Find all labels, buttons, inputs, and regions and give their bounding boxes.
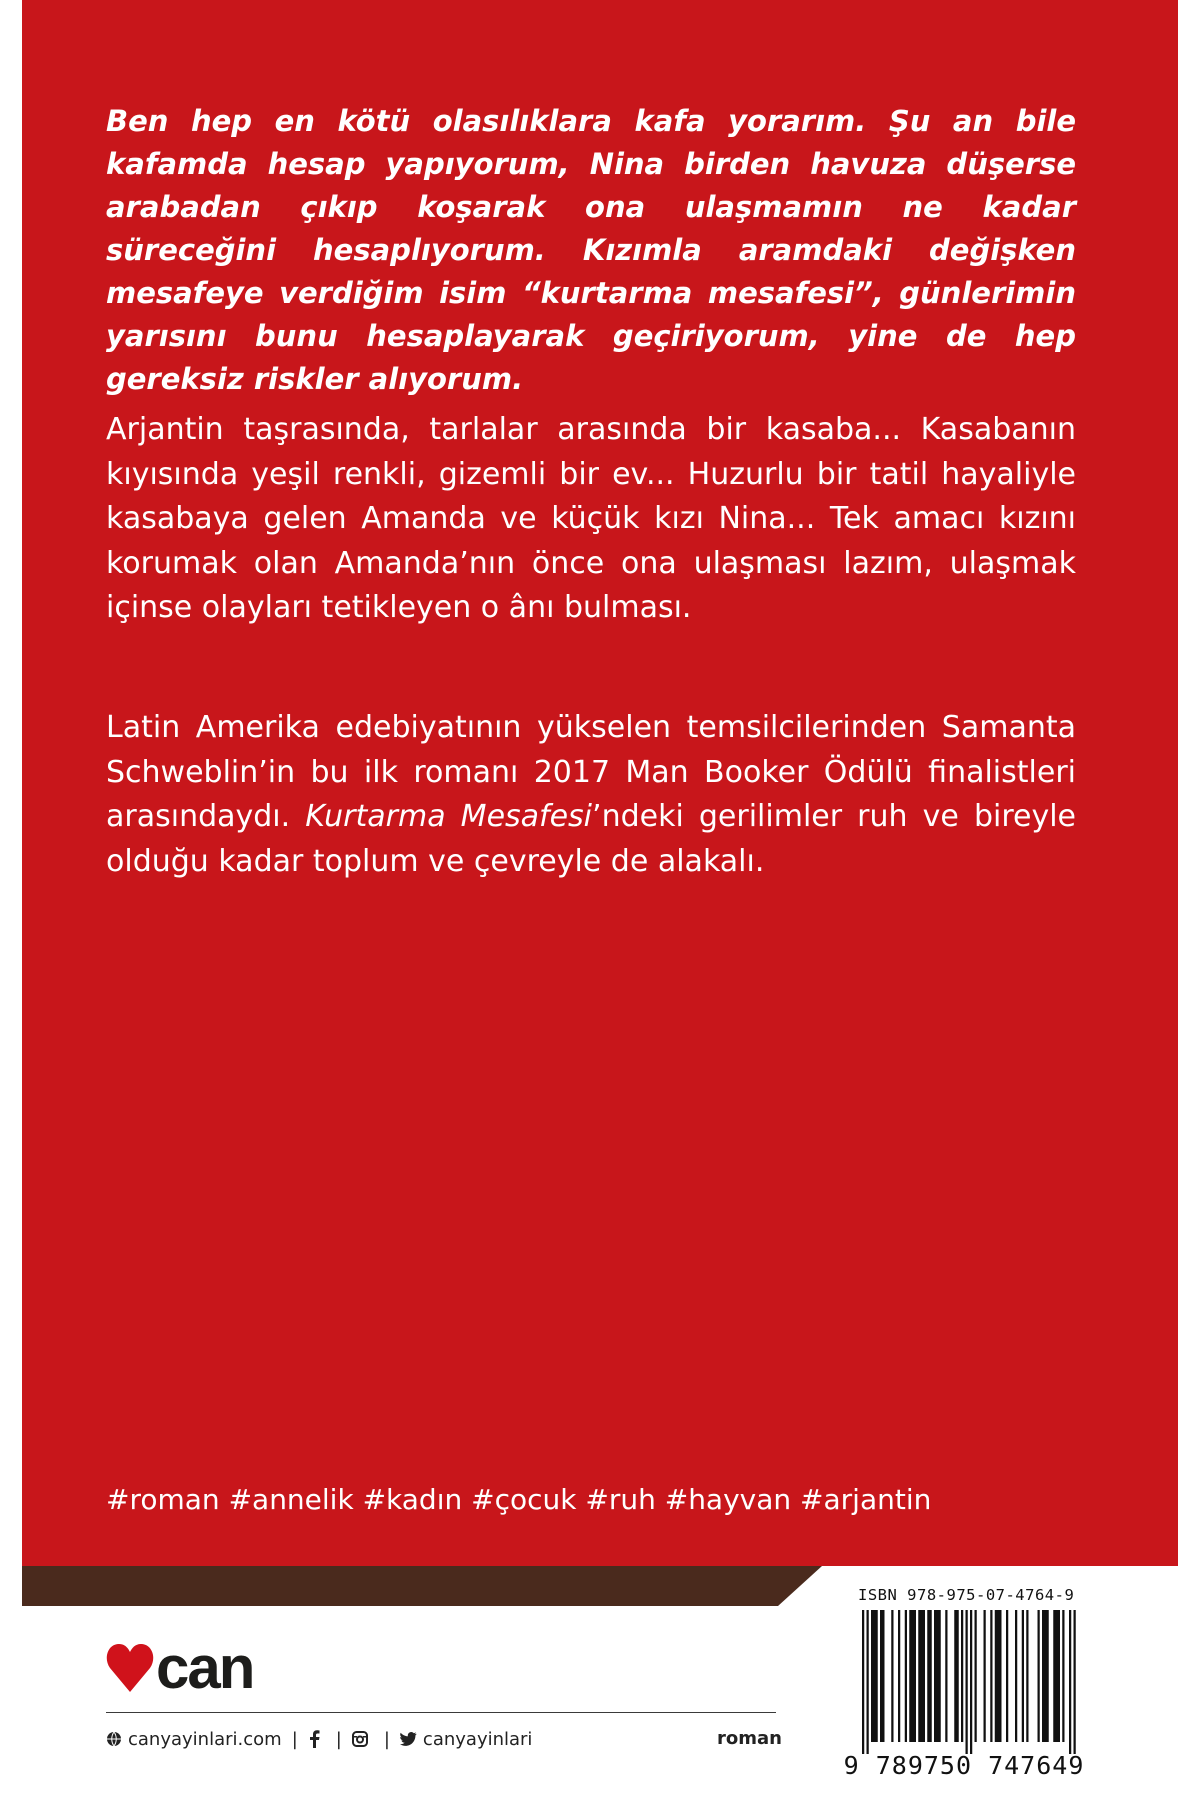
barcode-bar (891, 1610, 893, 1742)
barcode-bar (880, 1610, 885, 1742)
barcode-bar (1074, 1610, 1076, 1754)
barcode-bar (966, 1610, 968, 1754)
barcode-bar (867, 1610, 869, 1754)
author-paragraph-text: Latin Amerika edebiyatının yükselen temsilcilerinden Samanta Schweblin’in bu ilk romanı 2017 Man Booker Ödülü finalistleri arasındaydı. (106, 710, 1076, 834)
publisher-logo (106, 1636, 296, 1696)
can-logo-svg (106, 1636, 296, 1696)
barcode-bar (1026, 1610, 1028, 1742)
barcode-bar (945, 1610, 947, 1742)
separator: | (291, 1728, 298, 1750)
barcode-bar (905, 1610, 907, 1742)
barcode-bar (1038, 1610, 1040, 1742)
separator: | (335, 1728, 342, 1750)
barcode-bar (918, 1610, 925, 1742)
logo-wordmark: can (156, 1636, 254, 1696)
barcode-bar (1042, 1610, 1049, 1742)
barcode-bar (975, 1610, 977, 1742)
author-paragraph (106, 706, 1076, 884)
barcode-bar (898, 1610, 900, 1742)
synopsis-paragraph: Arjantin taşrasında, tarlalar arasında bir kasaba... Kasabanın kıyısında yeşil renkli, gizemli bir ev... Huzurlu bir tatil hayaliyle kasabaya gelen Amanda ve küçük kızı Nina... Tek amacı kızını korumak olan Amanda’nın önce ona ulaşması lazım, ulaşmak içinse olayları tetikleyen o ânı bulması. (106, 412, 1076, 625)
brown-band (22, 1566, 822, 1606)
separator: | (383, 1728, 390, 1750)
barcode-bar (934, 1610, 941, 1742)
globe-icon (106, 1731, 122, 1747)
barcode-bar (1069, 1610, 1071, 1754)
publisher-footer (106, 1724, 782, 1754)
social-handle[interactable]: canyayinlari (422, 1728, 533, 1750)
barcode-bar (1053, 1610, 1060, 1742)
barcode-bar (990, 1610, 992, 1742)
barcode-bar (970, 1610, 972, 1754)
author-paragraph-text-end: ’ndeki gerilimler ruh ve bireyle olduğu kadar toplum ve çevreyle de alakalı. (106, 799, 1076, 879)
website-link[interactable]: canyayinlari.com (128, 1728, 282, 1750)
barcode-bar (1022, 1610, 1024, 1742)
barcode-bar (961, 1610, 963, 1742)
barcode-bar (995, 1610, 1002, 1742)
barcode-bar (1062, 1610, 1064, 1742)
hashtags: #roman #annelik #kadın #çocuk #ruh #hayvan #arjantin (106, 1483, 932, 1516)
barcode-digits: 9 789750 747649 (843, 1751, 1085, 1778)
twitter-icon[interactable] (400, 1732, 417, 1746)
barcode-bar (954, 1610, 959, 1742)
barcode-bar (1015, 1610, 1017, 1742)
barcode-bar (871, 1610, 878, 1742)
instagram-icon[interactable] (352, 1731, 368, 1747)
back-cover-quote: Ben hep en kötü olasılıklara kafa yorarım. Şu an bile kafamda hesap yapıyorum, Nina birden havuza düşerse arabadan çıkıp koşarak ona ulaşmamın ne kadar süreceğini hesaplıyorum. Kızımla aramdaki değişken mesafeye verdiğim isim “kurtarma mesafesi”, günlerimin yarısını bunu hesaplayarak geçiriyorum, yine de hep gereksiz riskler alıyorum. (106, 104, 1076, 396)
barcode (842, 1606, 1087, 1778)
barcode-bar (862, 1610, 864, 1754)
footer-divider (106, 1712, 776, 1713)
book-title: Kurtarma Mesafesi (305, 799, 593, 834)
heart-icon (107, 1644, 153, 1692)
barcode-bar (984, 1610, 986, 1742)
facebook-icon[interactable] (308, 1730, 320, 1748)
genre-label: roman (717, 1728, 782, 1749)
barcode-bar (927, 1610, 932, 1742)
barcode-bar (1006, 1610, 1008, 1742)
isbn-label: ISBN 978-975-07-4764-9 (858, 1586, 1075, 1604)
barcode-bar (909, 1610, 916, 1742)
